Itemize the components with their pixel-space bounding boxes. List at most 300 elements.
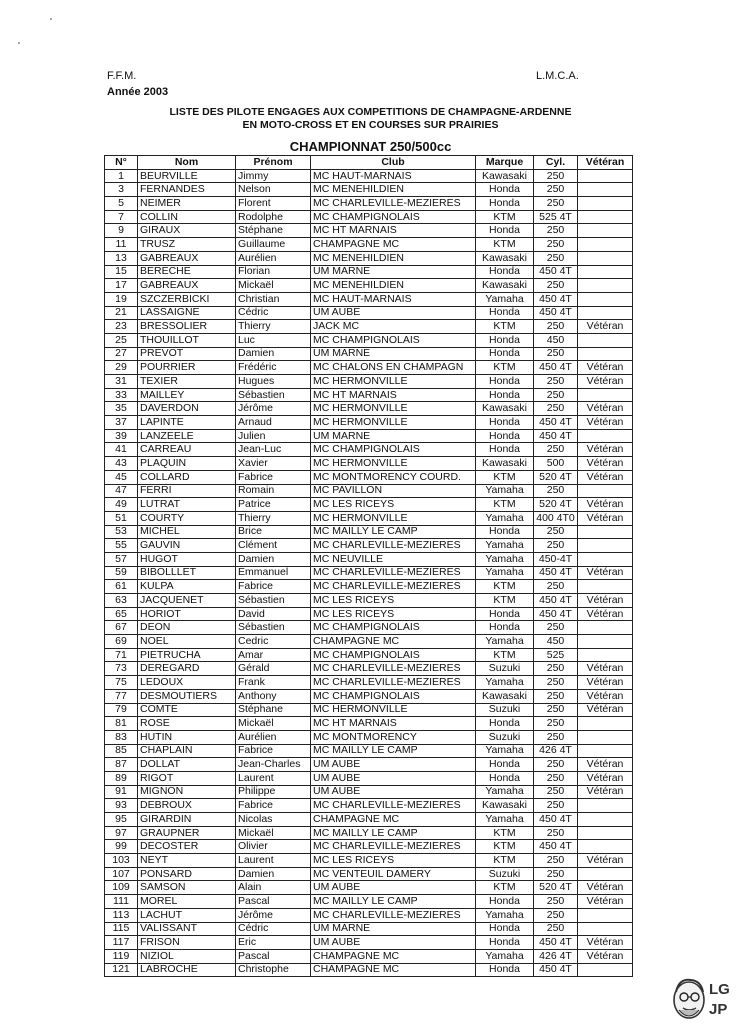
pilot-number: 17	[105, 279, 138, 293]
pilot-veteran: Vétéran	[578, 689, 633, 703]
pilot-brand: KTM	[476, 498, 534, 512]
pilot-brand: Yamaha	[476, 484, 534, 498]
table-row	[105, 443, 633, 457]
pilot-number: 73	[105, 662, 138, 676]
pilot-brand: Honda	[476, 347, 534, 361]
table-row	[105, 238, 633, 252]
pilot-veteran	[578, 539, 633, 553]
pilot-club: MC CHARLEVILLE-MEZIERES	[311, 580, 476, 594]
pilot-name: BRESSOLIER	[138, 320, 236, 334]
table-row	[105, 662, 633, 676]
pilot-displacement: 250	[534, 539, 578, 553]
table-row	[105, 621, 633, 635]
pilot-club: UM AUBE	[311, 306, 476, 320]
pilot-firstname: Thierry	[236, 320, 311, 334]
pilot-brand: KTM	[476, 648, 534, 662]
pilot-veteran	[578, 867, 633, 881]
year-label: Année 2003	[107, 86, 169, 98]
pilot-veteran	[578, 963, 633, 977]
pilot-brand: Honda	[476, 333, 534, 347]
pilot-brand: Suzuki	[476, 867, 534, 881]
pilot-club: UM AUBE	[311, 758, 476, 772]
pilot-number: 85	[105, 744, 138, 758]
table-row	[105, 854, 633, 868]
pilot-displacement: 250	[534, 662, 578, 676]
table-row	[105, 799, 633, 813]
pilot-club: MC MAILLY LE CAMP	[311, 826, 476, 840]
pilot-veteran: Vétéran	[578, 785, 633, 799]
pilot-displacement: 450 4T	[534, 813, 578, 827]
pilot-club: MC MENEHILDIEN	[311, 183, 476, 197]
pilot-number: 99	[105, 840, 138, 854]
pilot-firstname: Florent	[236, 197, 311, 211]
table-row	[105, 552, 633, 566]
pilot-firstname: Aurélien	[236, 730, 311, 744]
pilot-brand: Yamaha	[476, 552, 534, 566]
pilot-displacement: 250	[534, 908, 578, 922]
pilot-number: 39	[105, 429, 138, 443]
pilot-veteran	[578, 306, 633, 320]
pilot-brand: Suzuki	[476, 703, 534, 717]
pilot-name: VALISSANT	[138, 922, 236, 936]
pilot-number: 29	[105, 361, 138, 375]
table-row	[105, 169, 633, 183]
pilot-club: MC HERMONVILLE	[311, 511, 476, 525]
pilot-name: THOUILLOT	[138, 333, 236, 347]
pilot-firstname: Christian	[236, 292, 311, 306]
pilot-veteran: Vétéran	[578, 662, 633, 676]
pilot-brand: Kawasaki	[476, 251, 534, 265]
pilot-club: MC LES RICEYS	[311, 594, 476, 608]
pilot-club: MC CHARLEVILLE-MEZIERES	[311, 840, 476, 854]
table-row	[105, 580, 633, 594]
pilot-brand: Yamaha	[476, 813, 534, 827]
pilot-number: 81	[105, 717, 138, 731]
pilot-displacement: 450-4T	[534, 552, 578, 566]
pilot-displacement: 250	[534, 771, 578, 785]
pilot-club: UM AUBE	[311, 771, 476, 785]
pilot-number: 47	[105, 484, 138, 498]
pilot-veteran: Vétéran	[578, 854, 633, 868]
pilot-veteran	[578, 265, 633, 279]
pilot-name: FERRI	[138, 484, 236, 498]
pilot-name: DESMOUTIERS	[138, 689, 236, 703]
pilot-club: MC CHAMPIGNOLAIS	[311, 648, 476, 662]
pilot-club: MC CHAMPIGNOLAIS	[311, 333, 476, 347]
pilot-brand: Honda	[476, 265, 534, 279]
table-row	[105, 635, 633, 649]
pilot-displacement: 450 4T	[534, 265, 578, 279]
pilot-firstname: Stéphane	[236, 703, 311, 717]
table-row	[105, 333, 633, 347]
pilot-number: 37	[105, 416, 138, 430]
pilot-club: UM AUBE	[311, 936, 476, 950]
pilot-number: 113	[105, 908, 138, 922]
table-row	[105, 771, 633, 785]
pilot-club: MC VENTEUIL DAMERY	[311, 867, 476, 881]
pilot-displacement: 250	[534, 580, 578, 594]
pilot-club: UM MARNE	[311, 922, 476, 936]
pilot-club: MC HT MARNAIS	[311, 717, 476, 731]
pilot-club: MC CHAMPIGNOLAIS	[311, 689, 476, 703]
table-row	[105, 498, 633, 512]
table-row	[105, 963, 633, 977]
pilot-displacement: 450 4T	[534, 292, 578, 306]
column-header-number: N°	[105, 156, 138, 170]
pilot-brand: Honda	[476, 416, 534, 430]
document-title-line-2: EN MOTO-CROSS ET EN COURSES SUR PRAIRIES	[242, 119, 499, 131]
table-row	[105, 320, 633, 334]
table-row	[105, 840, 633, 854]
pilot-brand: Yamaha	[476, 292, 534, 306]
pilot-club: MC CHARLEVILLE-MEZIERES	[311, 799, 476, 813]
pilot-name: COMTE	[138, 703, 236, 717]
pilot-name: HORIOT	[138, 607, 236, 621]
pilot-firstname: Fabrice	[236, 580, 311, 594]
pilot-displacement: 450 4T	[534, 963, 578, 977]
pilot-firstname: Eric	[236, 936, 311, 950]
pilot-veteran	[578, 840, 633, 854]
pilot-club: MC MONTMORENCY COURD.	[311, 470, 476, 484]
table-row	[105, 908, 633, 922]
pilot-firstname: Damien	[236, 552, 311, 566]
table-row	[105, 717, 633, 731]
pilot-veteran: Vétéran	[578, 416, 633, 430]
pilot-club: UM MARNE	[311, 347, 476, 361]
pilot-veteran	[578, 744, 633, 758]
pilot-brand: Yamaha	[476, 785, 534, 799]
pilot-number: 13	[105, 251, 138, 265]
table-row	[105, 676, 633, 690]
pilot-brand: Honda	[476, 922, 534, 936]
pilot-name: GABREAUX	[138, 251, 236, 265]
pilot-name: SAMSON	[138, 881, 236, 895]
pilot-name: DAVERDON	[138, 402, 236, 416]
pilot-firstname: Cédric	[236, 306, 311, 320]
league-label: L.M.C.A.	[536, 70, 579, 82]
pilot-number: 25	[105, 333, 138, 347]
pilot-name: DEREGARD	[138, 662, 236, 676]
pilot-name: TRUSZ	[138, 238, 236, 252]
pilot-number: 95	[105, 813, 138, 827]
pilot-veteran: Vétéran	[578, 375, 633, 389]
pilot-name: BERECHE	[138, 265, 236, 279]
pilot-club: MC CHAMPIGNOLAIS	[311, 210, 476, 224]
pilot-number: 97	[105, 826, 138, 840]
pilot-veteran	[578, 826, 633, 840]
pilot-name: DECOSTER	[138, 840, 236, 854]
pilot-number: 19	[105, 292, 138, 306]
pilot-club: UM AUBE	[311, 785, 476, 799]
pilot-firstname: Pascal	[236, 949, 311, 963]
pilot-number: 57	[105, 552, 138, 566]
pilot-firstname: Stéphane	[236, 224, 311, 238]
table-row	[105, 881, 633, 895]
pilot-number: 71	[105, 648, 138, 662]
table-row	[105, 210, 633, 224]
pilot-brand: Honda	[476, 306, 534, 320]
pilot-brand: KTM	[476, 840, 534, 854]
pilot-brand: Kawasaki	[476, 457, 534, 471]
pilot-number: 5	[105, 197, 138, 211]
pilot-number: 69	[105, 635, 138, 649]
pilot-club: MC PAVILLON	[311, 484, 476, 498]
pilot-displacement: 520 4T	[534, 498, 578, 512]
pilot-firstname: Damien	[236, 347, 311, 361]
pilot-club: CHAMPAGNE MC	[311, 635, 476, 649]
pilot-brand: Honda	[476, 197, 534, 211]
pilot-name: MOREL	[138, 895, 236, 909]
table-row	[105, 416, 633, 430]
pilot-club: MC CHARLEVILLE-MEZIERES	[311, 662, 476, 676]
pilot-brand: Yamaha	[476, 511, 534, 525]
pilot-firstname: Gérald	[236, 662, 311, 676]
pilot-name: LABROCHE	[138, 963, 236, 977]
pilot-name: LUTRAT	[138, 498, 236, 512]
pilot-firstname: Jean-Charles	[236, 758, 311, 772]
pilot-number: 23	[105, 320, 138, 334]
pilot-firstname: Pascal	[236, 895, 311, 909]
pilot-veteran: Vétéran	[578, 566, 633, 580]
pilot-number: 93	[105, 799, 138, 813]
pilot-number: 121	[105, 963, 138, 977]
table-row	[105, 730, 633, 744]
pilot-veteran: Vétéran	[578, 443, 633, 457]
pilot-name: MAILLEY	[138, 388, 236, 402]
pilot-firstname: Thierry	[236, 511, 311, 525]
pilot-club: MC CHARLEVILLE-MEZIERES	[311, 908, 476, 922]
pilot-firstname: Emmanuel	[236, 566, 311, 580]
pilot-displacement: 250	[534, 279, 578, 293]
pilot-brand: Kawasaki	[476, 169, 534, 183]
pilot-firstname: Guillaume	[236, 238, 311, 252]
pilot-brand: Honda	[476, 388, 534, 402]
pilot-brand: Honda	[476, 895, 534, 909]
table-row	[105, 361, 633, 375]
pilot-club: MC HERMONVILLE	[311, 703, 476, 717]
pilot-club: CHAMPAGNE MC	[311, 238, 476, 252]
pilot-displacement: 250	[534, 799, 578, 813]
pilot-name: DOLLAT	[138, 758, 236, 772]
table-row	[105, 922, 633, 936]
pilot-veteran: Vétéran	[578, 361, 633, 375]
pilot-club: MC MAILLY LE CAMP	[311, 895, 476, 909]
pilot-displacement: 250	[534, 525, 578, 539]
pilot-number: 43	[105, 457, 138, 471]
lgjp-caricature-logo-icon	[665, 970, 735, 1022]
pilot-number: 67	[105, 621, 138, 635]
pilot-name: LAPINTE	[138, 416, 236, 430]
pilot-brand: Honda	[476, 936, 534, 950]
pilot-firstname: Amar	[236, 648, 311, 662]
pilot-veteran: Vétéran	[578, 881, 633, 895]
pilot-name: KULPA	[138, 580, 236, 594]
pilot-veteran: Vétéran	[578, 758, 633, 772]
pilot-number: 91	[105, 785, 138, 799]
pilot-name: RIGOT	[138, 771, 236, 785]
table-row	[105, 224, 633, 238]
pilot-number: 117	[105, 936, 138, 950]
pilot-brand: Honda	[476, 183, 534, 197]
pilot-name: BEURVILLE	[138, 169, 236, 183]
pilot-name: CHAPLAIN	[138, 744, 236, 758]
pilot-displacement: 250	[534, 402, 578, 416]
pilot-firstname: Cedric	[236, 635, 311, 649]
pilot-displacement: 450	[534, 333, 578, 347]
pilot-club: UM MARNE	[311, 429, 476, 443]
pilot-displacement: 450 4T	[534, 361, 578, 375]
table-header-row	[105, 156, 633, 170]
pilot-firstname: Nelson	[236, 183, 311, 197]
pilot-brand: Yamaha	[476, 908, 534, 922]
pilot-displacement: 250	[534, 867, 578, 881]
pilot-brand: Honda	[476, 758, 534, 772]
pilot-brand: Honda	[476, 963, 534, 977]
pilot-number: 9	[105, 224, 138, 238]
pilot-displacement: 450 4T	[534, 306, 578, 320]
pilot-name: TEXIER	[138, 375, 236, 389]
pilot-firstname: Aurélien	[236, 251, 311, 265]
pilot-brand: KTM	[476, 826, 534, 840]
pilot-brand: KTM	[476, 210, 534, 224]
pilot-firstname: Brice	[236, 525, 311, 539]
pilot-veteran	[578, 580, 633, 594]
table-row	[105, 648, 633, 662]
table-row	[105, 895, 633, 909]
pilot-number: 61	[105, 580, 138, 594]
pilot-brand: Honda	[476, 717, 534, 731]
pilot-brand: Kawasaki	[476, 689, 534, 703]
pilot-number: 103	[105, 854, 138, 868]
logo-text-jp: JP	[709, 1001, 728, 1018]
pilot-club: CHAMPAGNE MC	[311, 963, 476, 977]
pilot-club: UM MARNE	[311, 265, 476, 279]
pilot-club: CHAMPAGNE MC	[311, 813, 476, 827]
pilot-firstname: Laurent	[236, 771, 311, 785]
pilot-name: HUGOT	[138, 552, 236, 566]
pilot-firstname: Frank	[236, 676, 311, 690]
pilot-displacement: 250	[534, 826, 578, 840]
pilot-firstname: Julien	[236, 429, 311, 443]
pilot-club: MC HT MARNAIS	[311, 388, 476, 402]
pilot-number: 111	[105, 895, 138, 909]
pilot-club: MC HERMONVILLE	[311, 402, 476, 416]
pilot-displacement: 250	[534, 922, 578, 936]
pilot-veteran: Vétéran	[578, 498, 633, 512]
pilot-displacement: 450 4T	[534, 840, 578, 854]
pilot-number: 63	[105, 594, 138, 608]
table-row	[105, 689, 633, 703]
pilot-veteran: Vétéran	[578, 511, 633, 525]
pilot-displacement: 250	[534, 785, 578, 799]
pilot-number: 11	[105, 238, 138, 252]
pilot-firstname: Fabrice	[236, 744, 311, 758]
pilot-number: 89	[105, 771, 138, 785]
pilot-veteran	[578, 224, 633, 238]
pilot-veteran	[578, 922, 633, 936]
pilot-veteran	[578, 251, 633, 265]
pilot-name: COLLARD	[138, 470, 236, 484]
pilot-club: MC HERMONVILLE	[311, 375, 476, 389]
pilot-firstname: Damien	[236, 867, 311, 881]
pilot-veteran	[578, 169, 633, 183]
pilot-club: MC HT MARNAIS	[311, 224, 476, 238]
table-row	[105, 375, 633, 389]
pilot-name: LEDOUX	[138, 676, 236, 690]
pilot-name: ROSE	[138, 717, 236, 731]
pilot-displacement: 250	[534, 703, 578, 717]
pilot-displacement: 250	[534, 484, 578, 498]
pilot-firstname: Jean-Luc	[236, 443, 311, 457]
table-row	[105, 826, 633, 840]
pilot-number: 35	[105, 402, 138, 416]
pilot-firstname: Sébastien	[236, 621, 311, 635]
column-header-name: Nom	[138, 156, 236, 170]
pilot-number: 79	[105, 703, 138, 717]
pilot-name: GAUVIN	[138, 539, 236, 553]
pilot-name: FRISON	[138, 936, 236, 950]
pilot-displacement: 250	[534, 443, 578, 457]
document-title-line-1: LISTE DES PILOTE ENGAGES AUX COMPETITIONS DE CHAMPAGNE-ARDENNE	[169, 106, 572, 118]
pilot-veteran	[578, 197, 633, 211]
pilot-veteran	[578, 292, 633, 306]
pilot-brand: Honda	[476, 429, 534, 443]
pilot-displacement: 250	[534, 689, 578, 703]
pilot-brand: KTM	[476, 594, 534, 608]
pilot-firstname: Romain	[236, 484, 311, 498]
pilot-brand: Kawasaki	[476, 402, 534, 416]
table-row	[105, 402, 633, 416]
pilot-firstname: Jimmy	[236, 169, 311, 183]
pilot-name: PLAQUIN	[138, 457, 236, 471]
pilot-brand: Honda	[476, 443, 534, 457]
pilot-firstname: Christophe	[236, 963, 311, 977]
federation-label: F.F.M.	[107, 70, 137, 82]
pilot-firstname: Florian	[236, 265, 311, 279]
pilot-brand: KTM	[476, 361, 534, 375]
pilot-veteran: Vétéran	[578, 402, 633, 416]
pilot-brand: Kawasaki	[476, 279, 534, 293]
pilot-club: JACK MC	[311, 320, 476, 334]
pilot-firstname: Jérôme	[236, 402, 311, 416]
pilot-veteran	[578, 333, 633, 347]
table-row	[105, 539, 633, 553]
pilot-brand: Yamaha	[476, 566, 534, 580]
pilot-club: CHAMPAGNE MC	[311, 949, 476, 963]
pilot-number: 33	[105, 388, 138, 402]
pilot-brand: Honda	[476, 607, 534, 621]
pilot-displacement: 250	[534, 621, 578, 635]
pilot-name: COLLIN	[138, 210, 236, 224]
pilot-brand: Suzuki	[476, 662, 534, 676]
pilot-name: LASSAIGNE	[138, 306, 236, 320]
pilot-club: MC LES RICEYS	[311, 854, 476, 868]
table-row	[105, 429, 633, 443]
pilot-displacement: 450 4T	[534, 566, 578, 580]
pilot-displacement: 525 4T	[534, 210, 578, 224]
pilot-brand: KTM	[476, 320, 534, 334]
pilot-displacement: 450	[534, 635, 578, 649]
pilot-displacement: 250	[534, 320, 578, 334]
pilot-veteran	[578, 484, 633, 498]
pilot-name: GIRAUX	[138, 224, 236, 238]
pilot-brand: Yamaha	[476, 744, 534, 758]
pilot-name: NOEL	[138, 635, 236, 649]
pilot-firstname: Laurent	[236, 854, 311, 868]
pilot-name: DEON	[138, 621, 236, 635]
pilot-displacement: 250	[534, 388, 578, 402]
scan-speck	[50, 18, 52, 20]
